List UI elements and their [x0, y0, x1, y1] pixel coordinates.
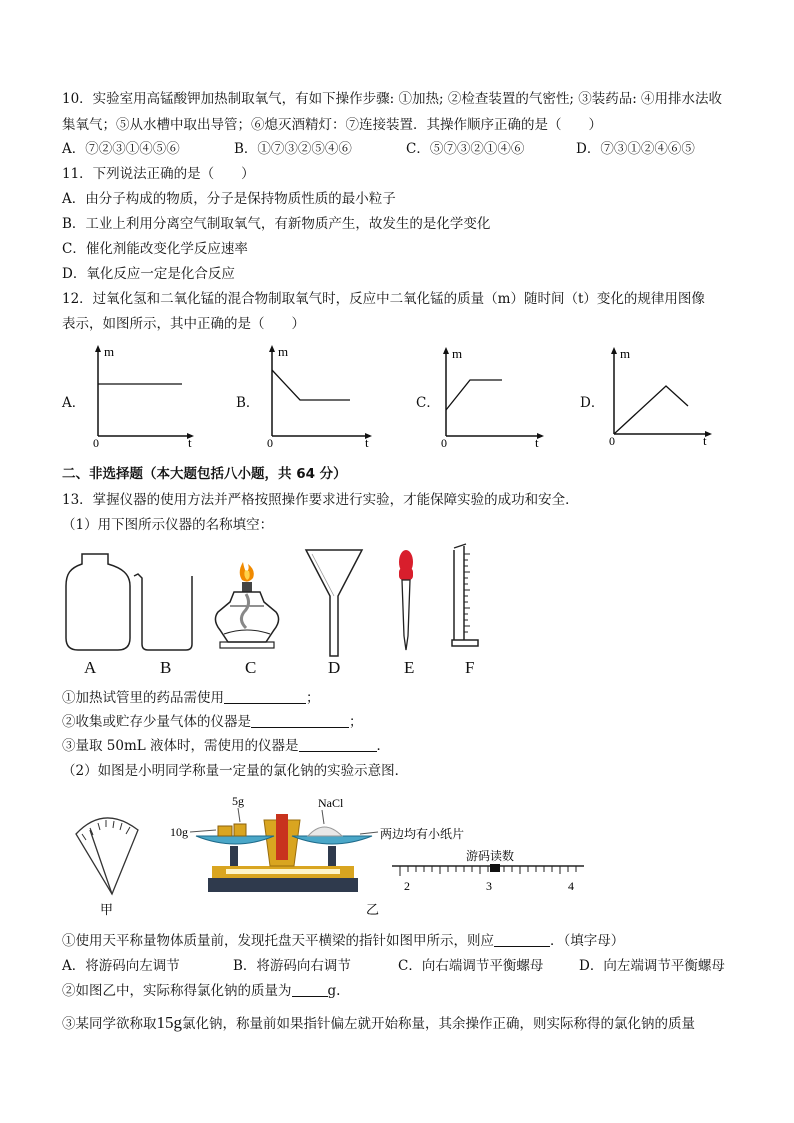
- q12-stem-line1: 12．过氧化氢和二氧化锰的混合物制取氧气时，反应中二氧化锰的质量（m）随时间（t）变化的规律用图像: [62, 291, 705, 307]
- q12-graph-c-label: C．: [416, 395, 440, 411]
- q12-c-axis-y: m: [452, 346, 463, 361]
- q13-s2-line: [62, 982, 340, 1000]
- instrument-label-b: B: [160, 658, 172, 677]
- q13-s1-option-c: C．向右端调节平衡螺母: [398, 958, 544, 974]
- instruments-figure: [60, 540, 510, 658]
- q12-b-axis-x: t: [365, 435, 369, 448]
- q12-graph-a-label: A．: [62, 395, 86, 411]
- q12-graph-a: [88, 342, 198, 448]
- instrument-label-c: C: [245, 658, 257, 677]
- beaker-icon: [134, 574, 192, 650]
- q11-option-b: B．工业上利用分离空气制取氧气，有新物质产生，故发生的是化学变化: [62, 216, 491, 232]
- q10-option-b: B．①⑦③②⑤④⑥: [234, 141, 352, 157]
- label-yi: 乙: [366, 903, 380, 918]
- rider-scale: [392, 848, 584, 893]
- q13-s3-mass: 15g: [156, 1013, 182, 1032]
- q13-s2-end: g.: [327, 983, 341, 999]
- q13-blank3[interactable]: [299, 737, 377, 752]
- q13-s1-option-a: A．将游码向左调节: [62, 958, 180, 974]
- q13-blank1-text: ①加热试管里的药品需使用: [62, 690, 224, 706]
- instrument-label-f: F: [465, 658, 475, 677]
- q13-s1-option-b: B．将游码向右调节: [233, 958, 351, 974]
- q13-blank2[interactable]: [251, 713, 349, 728]
- q13-s3-line: [62, 1014, 695, 1033]
- q13-blank3-text: ③量取 50mL 液体时，需使用的仪器是: [62, 738, 299, 754]
- rider-marker: [490, 864, 500, 872]
- q13-s1-end: ．（填字母）: [550, 933, 625, 949]
- q13-s1-blank[interactable]: [494, 932, 550, 947]
- q12-d-axis-y: m: [620, 346, 631, 361]
- alcohol-lamp-icon: [215, 562, 278, 648]
- q12-stem-line2: 表示，如图所示，其中正确的是（ ）: [62, 316, 305, 332]
- q13-blank1-line: [62, 689, 320, 707]
- q12-graph-c: [436, 344, 548, 448]
- q11-option-c: C．催化剂能改变化学反应速率: [62, 241, 248, 257]
- instrument-label-d: D: [328, 658, 341, 677]
- label-jia: 甲: [100, 903, 114, 918]
- q12-graph-b: [262, 342, 376, 448]
- q13-s2-text: ②如图乙中，实际称得氯化钠的质量为: [62, 983, 292, 999]
- scale-tick-4: 4: [568, 879, 574, 893]
- dropper-icon: [399, 550, 413, 650]
- instrument-label-e: E: [404, 658, 415, 677]
- q12-a-axis-y: m: [104, 344, 115, 359]
- q11-option-d: D．氧化反应一定是化合反应: [62, 266, 235, 282]
- q13-s1-option-d: D．向左端调节平衡螺母: [579, 958, 725, 974]
- q13-stem: 13．掌握仪器的使用方法并严格按照操作要求进行实验，才能保障实验的成功和安全．: [62, 492, 579, 508]
- funnel-icon: [306, 550, 362, 656]
- q10-option-c: C．⑤⑦③②①④⑥: [406, 141, 525, 157]
- q10-option-d: D．⑦③①②④⑥⑤: [576, 141, 695, 157]
- scale-tick-3: 3: [486, 879, 492, 893]
- q10-stem-line2: 集氧气；⑤从水槽中取出导管；⑥熄灭酒精灯：⑦连接装置．其操作顺序正确的是（ ）: [62, 117, 602, 133]
- q13-blank2-end: ；: [349, 714, 363, 730]
- q11-option-a: A．由分子构成的物质，分子是保持物质性质的最小粒子: [62, 191, 396, 207]
- q13-part1: （1）用下图所示仪器的名称填空：: [62, 517, 274, 533]
- section-2-title: 二、非选择题（本大题包括八小题，共 64 分）: [62, 466, 347, 482]
- balance-icon: [190, 808, 378, 892]
- weight-10g-label: 10g: [170, 825, 188, 839]
- q13-blank1[interactable]: [224, 689, 306, 704]
- q12-d-origin: 0: [609, 434, 615, 448]
- q12-a-axis-x: t: [188, 435, 192, 448]
- pointer-dial-icon: [76, 818, 138, 894]
- q11-stem: 11．下列说法正确的是（ ）: [62, 166, 255, 182]
- q13-s2-blank[interactable]: [292, 982, 328, 997]
- q12-c-origin: 0: [441, 436, 447, 448]
- paper-note: 两边均有小纸片: [380, 827, 465, 841]
- q12-graph-b-label: B．: [236, 395, 260, 411]
- q12-b-origin: 0: [267, 436, 273, 448]
- q10-option-a: A．⑦②③①④⑤⑥: [62, 141, 180, 157]
- balance-figure: [60, 790, 600, 918]
- q12-a-origin: 0: [93, 436, 99, 448]
- q13-s1-line: [62, 932, 624, 950]
- weight-5g-label: 5g: [232, 794, 244, 808]
- q13-blank3-line: [62, 737, 390, 755]
- q12-c-axis-x: t: [535, 435, 539, 448]
- q13-s1-text: ①使用天平称量物体质量前，发现托盘天平横梁的指针如图甲所示，则应: [62, 933, 494, 949]
- q12-graph-d: [604, 344, 716, 448]
- q12-b-axis-y: m: [278, 344, 289, 359]
- q13-blank2-line: [62, 713, 363, 731]
- q13-blank3-end: ．: [376, 738, 391, 754]
- instrument-label-a: A: [84, 658, 97, 677]
- graduated-cylinder-icon: [452, 544, 478, 646]
- gas-bottle-icon: [66, 554, 130, 650]
- q12-graph-d-label: D．: [580, 395, 605, 411]
- q10-stem-line1: 10．实验室用高锰酸钾加热制取氧气，有如下操作步骤: ①加热; ②检查装置的气密性; ③装药品: ④用排水法收: [62, 91, 723, 107]
- scale-tick-2: 2: [404, 879, 410, 893]
- rider-title: 游码读数: [466, 849, 515, 863]
- q13-s3-rest: 氯化钠，称量前如果指针偏左就开始称量，其余操作正确，则实际称得的氯化钠的质量: [182, 1016, 695, 1032]
- q13-part2: （2）如图是小明同学称量一定量的氯化钠的实验示意图．: [62, 763, 409, 779]
- nacl-label: NaCl: [318, 796, 344, 810]
- q13-s3-text: ③某同学欲称取: [62, 1016, 157, 1032]
- q13-blank1-end: ；: [306, 690, 320, 706]
- q12-d-axis-x: t: [703, 433, 707, 448]
- q13-blank2-text: ②收集或贮存少量气体的仪器是: [62, 714, 251, 730]
